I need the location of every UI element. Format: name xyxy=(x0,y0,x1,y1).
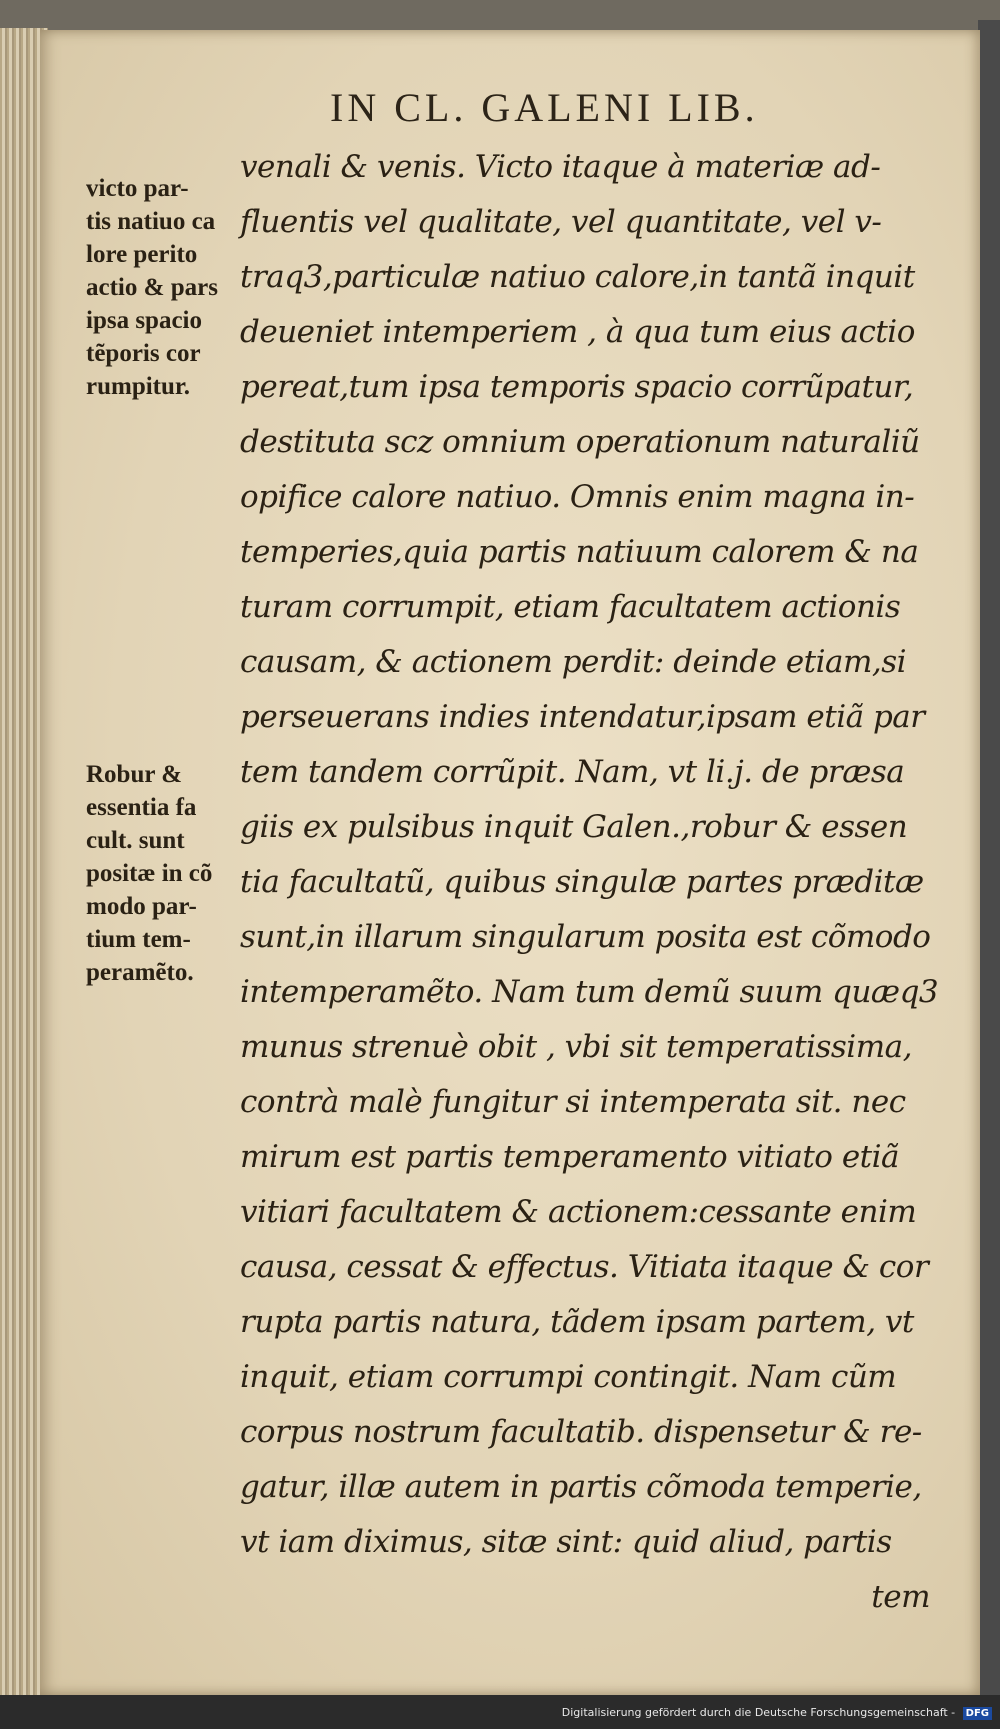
text-line: tem tandem corrũpit. Nam, vt li.j. de præsa xyxy=(240,754,905,790)
text-line: corpus nostrum facultatib. dispensetur & re- xyxy=(240,1414,922,1450)
text-line: gatur, illæ autem in partis cõmoda temperie, xyxy=(240,1469,922,1505)
text-line: causam, & actionem perdit: deinde etiam,si xyxy=(240,644,907,680)
credit-text: Digitalisierung gefördert durch die Deutsche Forschungsgemeinschaft - xyxy=(561,1706,956,1719)
running-head: IN CL. GALENI LIB. xyxy=(330,85,759,130)
text-line: mirum est partis temperamento vitiato etiã xyxy=(240,1139,900,1175)
margin-note-1 xyxy=(86,172,218,403)
text-line: inquit, etiam corrumpi contingit. Nam cũm xyxy=(240,1359,897,1395)
book-cover-edge xyxy=(978,20,1000,1700)
text-line: opifice calore natiuo. Omnis enim magna in- xyxy=(240,479,915,515)
margin-note-line: ipsa spacio xyxy=(86,307,203,334)
text-line: deueniet intemperiem , à qua tum eius actio xyxy=(240,314,915,350)
margin-note-line: tẽporis cor xyxy=(86,340,201,367)
text-line: munus strenuè obit , vbi sit temperatissima, xyxy=(240,1029,912,1065)
text-line: tia facultatũ, quibus singulæ partes præditæ xyxy=(240,864,924,900)
text-line: contrà malè fungitur si intemperata sit. nec xyxy=(240,1084,906,1120)
scan-background-top xyxy=(0,0,1000,34)
margin-note-line: tis natiuo ca xyxy=(86,208,216,235)
text-line: fluentis vel qualitate, vel quantitate, vel v- xyxy=(240,204,882,240)
text-line: causa, cessat & effectus. Vitiata itaque & cor xyxy=(240,1249,929,1285)
text-line: vt iam diximus, sitæ sint: quid aliud, partis xyxy=(240,1524,892,1560)
text-line: traq3,particulæ natiuo calore,in tantã inquit xyxy=(240,259,915,295)
text-line: vitiari facultatem & actionem:cessante enim xyxy=(240,1194,917,1230)
margin-note-line: peramẽto. xyxy=(86,959,194,986)
text-line: turam corrumpit, etiam facultatem actionis xyxy=(240,589,901,625)
margin-note-line: rumpitur. xyxy=(86,373,190,400)
text-line: giis ex pulsibus inquit Galen.,robur & essen xyxy=(240,809,908,845)
text-line: sunt,in illarum singularum posita est cõmodo xyxy=(240,919,931,955)
margin-note-line: victo par- xyxy=(86,175,189,202)
dfg-logo: DFG xyxy=(963,1707,992,1720)
catchword: tem xyxy=(871,1579,930,1615)
digitization-credit xyxy=(562,1706,992,1720)
body-text xyxy=(240,140,940,1625)
text-line: venali & venis. Victo itaque à materiæ ad- xyxy=(240,149,881,185)
margin-note-line: modo par- xyxy=(86,893,197,920)
margin-note-line: actio & pars xyxy=(86,274,218,301)
margin-note-line: cult. sunt xyxy=(86,827,185,854)
margin-note-line: positæ in cõ xyxy=(86,860,213,887)
margin-note-2 xyxy=(86,758,212,989)
text-line: pereat,tum ipsa temporis spacio corrũpatur, xyxy=(240,369,914,405)
margin-note-line: tium tem- xyxy=(86,926,191,953)
text-line: perseuerans indies intendatur,ipsam etiã par xyxy=(240,699,925,735)
text-line: destituta scz omnium operationum naturaliũ xyxy=(240,424,920,460)
margin-note-line: Robur & xyxy=(86,761,183,788)
margin-note-line: essentia fa xyxy=(86,794,197,821)
text-line: temperies,quia partis natiuum calorem & na xyxy=(240,534,919,570)
margin-note-line: lore perito xyxy=(86,241,198,268)
text-line: intemperamẽto. Nam tum demũ suum quæq3 xyxy=(240,974,939,1010)
text-line: rupta partis natura, tãdem ipsam partem, vt xyxy=(240,1304,914,1340)
